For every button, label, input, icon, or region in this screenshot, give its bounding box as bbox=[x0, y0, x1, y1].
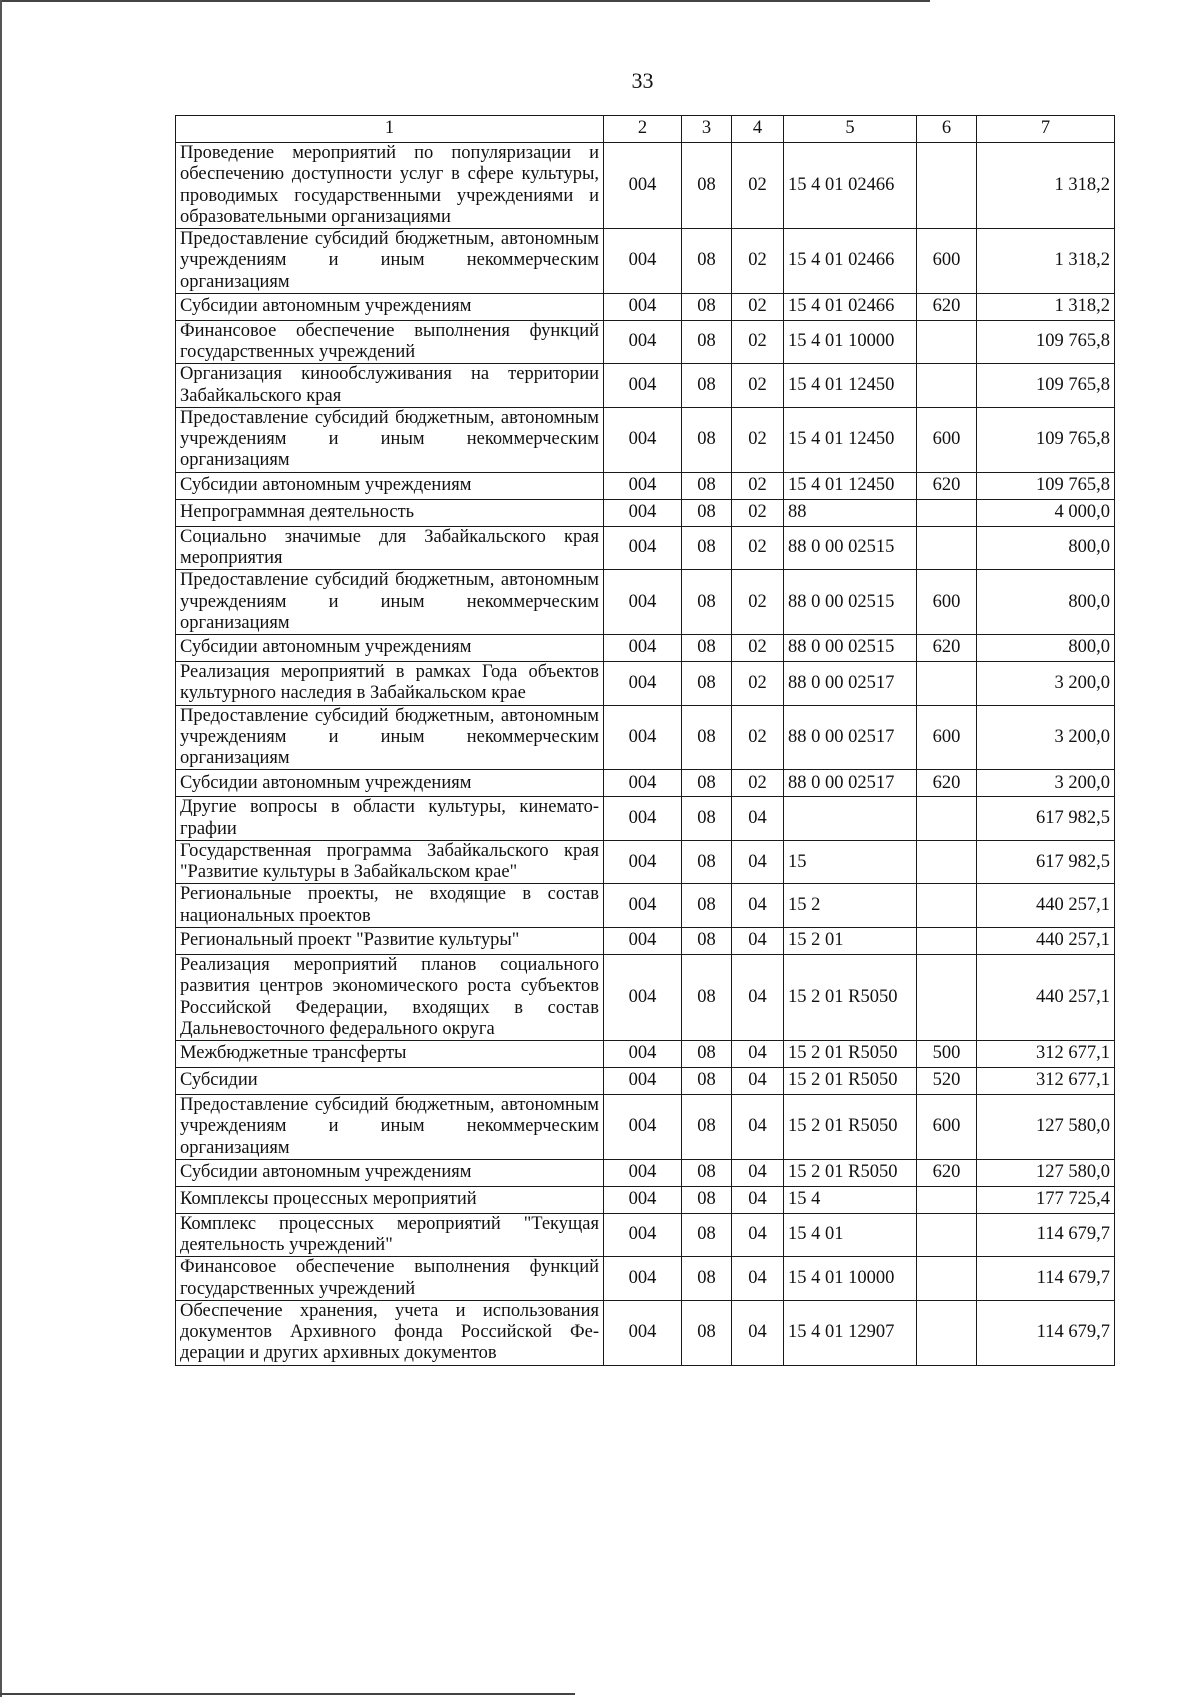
row-expense-type-cell: 520 bbox=[917, 1068, 977, 1095]
row-section-cell: 08 bbox=[682, 1213, 732, 1257]
row-name-cell: Комплекс процессных мероприятий "Текущая деятельность учреждений" bbox=[176, 1213, 604, 1257]
row-expense-type-cell: 600 bbox=[917, 705, 977, 770]
header-cell-1: 1 bbox=[176, 116, 604, 143]
row-section-cell: 08 bbox=[682, 229, 732, 294]
row-target-cell: 15 4 01 12450 bbox=[784, 407, 917, 472]
row-section-cell: 08 bbox=[682, 143, 732, 229]
table-row bbox=[176, 570, 1115, 635]
row-section-cell: 08 bbox=[682, 1068, 732, 1095]
row-section-cell: 08 bbox=[682, 499, 732, 526]
row-expense-type-cell bbox=[917, 364, 977, 408]
row-subsection-cell: 02 bbox=[732, 570, 784, 635]
row-ministry-cell: 004 bbox=[604, 499, 682, 526]
row-ministry-cell: 004 bbox=[604, 705, 682, 770]
row-target-cell: 15 4 01 10000 bbox=[784, 1257, 917, 1301]
row-subsection-cell: 04 bbox=[732, 840, 784, 884]
row-expense-type-cell bbox=[917, 1213, 977, 1257]
row-name-cell: Проведение мероприятий по популяризации и обеспечению доступности услуг в сфере культуры, проводимых государственными учреждениями и образовательными организациями bbox=[176, 143, 604, 229]
table-row bbox=[176, 1095, 1115, 1160]
row-expense-type-cell: 620 bbox=[917, 770, 977, 797]
row-target-cell: 15 4 01 bbox=[784, 1213, 917, 1257]
table-row bbox=[176, 320, 1115, 364]
row-target-cell: 15 2 01 R5050 bbox=[784, 1041, 917, 1068]
table-row bbox=[176, 499, 1115, 526]
row-ministry-cell: 004 bbox=[604, 635, 682, 662]
row-section-cell: 08 bbox=[682, 705, 732, 770]
row-ministry-cell: 004 bbox=[604, 954, 682, 1040]
header-cell-2: 2 bbox=[604, 116, 682, 143]
row-section-cell: 08 bbox=[682, 1186, 732, 1213]
row-amount-cell: 4 000,0 bbox=[977, 499, 1115, 526]
row-amount-cell: 127 580,0 bbox=[977, 1095, 1115, 1160]
row-ministry-cell: 004 bbox=[604, 1068, 682, 1095]
row-target-cell: 88 0 00 02515 bbox=[784, 526, 917, 570]
row-amount-cell: 312 677,1 bbox=[977, 1041, 1115, 1068]
header-cell-5: 5 bbox=[784, 116, 917, 143]
row-subsection-cell: 02 bbox=[732, 472, 784, 499]
row-name-cell: Региональные проекты, не входящие в состав национальных проектов bbox=[176, 884, 604, 928]
table-row bbox=[176, 1186, 1115, 1213]
row-target-cell: 15 4 01 12450 bbox=[784, 364, 917, 408]
row-target-cell: 15 4 01 12907 bbox=[784, 1300, 917, 1365]
row-target-cell: 15 2 01 R5050 bbox=[784, 954, 917, 1040]
table-row bbox=[176, 1068, 1115, 1095]
row-subsection-cell: 02 bbox=[732, 364, 784, 408]
row-section-cell: 08 bbox=[682, 293, 732, 320]
table-row bbox=[176, 293, 1115, 320]
row-target-cell: 15 4 01 02466 bbox=[784, 293, 917, 320]
row-target-cell: 15 4 01 02466 bbox=[784, 143, 917, 229]
row-ministry-cell: 004 bbox=[604, 229, 682, 294]
header-cell-4: 4 bbox=[732, 116, 784, 143]
row-amount-cell: 440 257,1 bbox=[977, 927, 1115, 954]
row-name-cell: Субсидии автономным учреждениям bbox=[176, 472, 604, 499]
row-name-cell: Комплексы процессных мероприятий bbox=[176, 1186, 604, 1213]
row-ministry-cell: 004 bbox=[604, 570, 682, 635]
row-section-cell: 08 bbox=[682, 797, 732, 841]
header-row bbox=[176, 116, 1115, 143]
table-row bbox=[176, 770, 1115, 797]
row-expense-type-cell: 620 bbox=[917, 472, 977, 499]
row-name-cell: Непрограммная деятельность bbox=[176, 499, 604, 526]
row-target-cell: 15 2 01 bbox=[784, 927, 917, 954]
row-expense-type-cell: 600 bbox=[917, 229, 977, 294]
row-name-cell: Региональный проект "Развитие культуры" bbox=[176, 927, 604, 954]
row-amount-cell: 3 200,0 bbox=[977, 662, 1115, 706]
table-row bbox=[176, 472, 1115, 499]
row-subsection-cell: 02 bbox=[732, 526, 784, 570]
row-name-cell: Субсидии bbox=[176, 1068, 604, 1095]
row-expense-type-cell: 620 bbox=[917, 293, 977, 320]
row-amount-cell: 114 679,7 bbox=[977, 1213, 1115, 1257]
row-section-cell: 08 bbox=[682, 662, 732, 706]
row-ministry-cell: 004 bbox=[604, 320, 682, 364]
row-expense-type-cell: 620 bbox=[917, 1159, 977, 1186]
row-name-cell: Межбюджетные трансферты bbox=[176, 1041, 604, 1068]
row-ministry-cell: 004 bbox=[604, 840, 682, 884]
table-row bbox=[176, 884, 1115, 928]
row-name-cell: Предоставление субсидий бюджетным, автономным учреждениям и иным некоммерческим организациям bbox=[176, 407, 604, 472]
table-row bbox=[176, 1159, 1115, 1186]
row-amount-cell: 109 765,8 bbox=[977, 472, 1115, 499]
scan-edge-left bbox=[0, 0, 2, 1697]
row-subsection-cell: 02 bbox=[732, 499, 784, 526]
row-amount-cell: 3 200,0 bbox=[977, 705, 1115, 770]
row-ministry-cell: 004 bbox=[604, 884, 682, 928]
row-subsection-cell: 02 bbox=[732, 320, 784, 364]
row-target-cell: 15 4 01 10000 bbox=[784, 320, 917, 364]
row-name-cell: Социально значимые для Забайкальского края мероприятия bbox=[176, 526, 604, 570]
row-ministry-cell: 004 bbox=[604, 1213, 682, 1257]
row-target-cell: 15 2 01 R5050 bbox=[784, 1159, 917, 1186]
row-expense-type-cell bbox=[917, 797, 977, 841]
scan-edge-bottom bbox=[0, 1693, 575, 1695]
row-amount-cell: 800,0 bbox=[977, 635, 1115, 662]
row-section-cell: 08 bbox=[682, 770, 732, 797]
row-expense-type-cell bbox=[917, 840, 977, 884]
budget-table bbox=[175, 115, 1115, 1366]
table-row bbox=[176, 927, 1115, 954]
row-section-cell: 08 bbox=[682, 1159, 732, 1186]
page-number: 33 bbox=[631, 68, 654, 93]
row-name-cell: Государственная программа Забайкальского края "Развитие культуры в Забайкальском крае" bbox=[176, 840, 604, 884]
row-ministry-cell: 004 bbox=[604, 662, 682, 706]
row-target-cell: 15 4 01 02466 bbox=[784, 229, 917, 294]
row-target-cell: 15 bbox=[784, 840, 917, 884]
table-row bbox=[176, 1257, 1115, 1301]
row-subsection-cell: 04 bbox=[732, 1159, 784, 1186]
row-ministry-cell: 004 bbox=[604, 472, 682, 499]
row-subsection-cell: 04 bbox=[732, 797, 784, 841]
table-row bbox=[176, 229, 1115, 294]
row-subsection-cell: 04 bbox=[732, 1041, 784, 1068]
row-expense-type-cell bbox=[917, 499, 977, 526]
row-target-cell: 88 0 00 02515 bbox=[784, 635, 917, 662]
row-name-cell: Предоставление субсидий бюджетным, автономным учреждениям и иным некоммерческим организациям bbox=[176, 1095, 604, 1160]
row-target-cell: 15 2 bbox=[784, 884, 917, 928]
row-amount-cell: 114 679,7 bbox=[977, 1257, 1115, 1301]
row-subsection-cell: 04 bbox=[732, 927, 784, 954]
row-amount-cell: 800,0 bbox=[977, 526, 1115, 570]
row-target-cell bbox=[784, 797, 917, 841]
row-amount-cell: 114 679,7 bbox=[977, 1300, 1115, 1365]
row-expense-type-cell bbox=[917, 143, 977, 229]
row-target-cell: 88 0 00 02517 bbox=[784, 662, 917, 706]
row-section-cell: 08 bbox=[682, 1300, 732, 1365]
row-ministry-cell: 004 bbox=[604, 407, 682, 472]
row-subsection-cell: 02 bbox=[732, 229, 784, 294]
row-ministry-cell: 004 bbox=[604, 797, 682, 841]
row-expense-type-cell: 500 bbox=[917, 1041, 977, 1068]
row-expense-type-cell bbox=[917, 1186, 977, 1213]
row-name-cell: Реализация мероприятий в рамках Года объектов культурного наследия в Забайкальском крае bbox=[176, 662, 604, 706]
row-ministry-cell: 004 bbox=[604, 364, 682, 408]
row-subsection-cell: 04 bbox=[732, 1186, 784, 1213]
table-row bbox=[176, 797, 1115, 841]
row-target-cell: 15 2 01 R5050 bbox=[784, 1095, 917, 1160]
table-row bbox=[176, 143, 1115, 229]
row-amount-cell: 3 200,0 bbox=[977, 770, 1115, 797]
row-section-cell: 08 bbox=[682, 635, 732, 662]
row-expense-type-cell: 620 bbox=[917, 635, 977, 662]
row-name-cell: Субсидии автономным учреждениям bbox=[176, 293, 604, 320]
row-section-cell: 08 bbox=[682, 954, 732, 1040]
row-ministry-cell: 004 bbox=[604, 526, 682, 570]
row-name-cell: Субсидии автономным учреждениям bbox=[176, 635, 604, 662]
row-subsection-cell: 02 bbox=[732, 407, 784, 472]
row-section-cell: 08 bbox=[682, 1257, 732, 1301]
row-amount-cell: 177 725,4 bbox=[977, 1186, 1115, 1213]
table-row bbox=[176, 635, 1115, 662]
table-row bbox=[176, 705, 1115, 770]
row-name-cell: Обеспечение хранения, учета и использования документов Архивного фонда Российской Федерации и других архивных документов bbox=[176, 1300, 604, 1365]
row-amount-cell: 312 677,1 bbox=[977, 1068, 1115, 1095]
table-row bbox=[176, 526, 1115, 570]
scan-edge-top bbox=[0, 0, 930, 2]
row-subsection-cell: 04 bbox=[732, 1095, 784, 1160]
row-name-cell: Организация кинообслуживания на территории Забайкальского края bbox=[176, 364, 604, 408]
table-row bbox=[176, 364, 1115, 408]
row-section-cell: 08 bbox=[682, 1095, 732, 1160]
row-name-cell: Другие вопросы в области культуры, кинематографии bbox=[176, 797, 604, 841]
row-expense-type-cell: 600 bbox=[917, 570, 977, 635]
row-amount-cell: 800,0 bbox=[977, 570, 1115, 635]
row-section-cell: 08 bbox=[682, 407, 732, 472]
row-section-cell: 08 bbox=[682, 884, 732, 928]
row-amount-cell: 109 765,8 bbox=[977, 364, 1115, 408]
row-subsection-cell: 02 bbox=[732, 662, 784, 706]
row-subsection-cell: 04 bbox=[732, 1300, 784, 1365]
row-target-cell: 88 bbox=[784, 499, 917, 526]
table-row bbox=[176, 954, 1115, 1040]
row-subsection-cell: 04 bbox=[732, 1213, 784, 1257]
row-amount-cell: 127 580,0 bbox=[977, 1159, 1115, 1186]
row-target-cell: 15 4 bbox=[784, 1186, 917, 1213]
row-subsection-cell: 02 bbox=[732, 293, 784, 320]
row-amount-cell: 109 765,8 bbox=[977, 407, 1115, 472]
row-amount-cell: 617 982,5 bbox=[977, 840, 1115, 884]
table-row bbox=[176, 662, 1115, 706]
row-amount-cell: 617 982,5 bbox=[977, 797, 1115, 841]
row-target-cell: 88 0 00 02515 bbox=[784, 570, 917, 635]
row-subsection-cell: 04 bbox=[732, 954, 784, 1040]
row-target-cell: 15 2 01 R5050 bbox=[784, 1068, 917, 1095]
row-expense-type-cell bbox=[917, 954, 977, 1040]
row-amount-cell: 440 257,1 bbox=[977, 884, 1115, 928]
row-subsection-cell: 04 bbox=[732, 1068, 784, 1095]
row-ministry-cell: 004 bbox=[604, 1159, 682, 1186]
table-row bbox=[176, 407, 1115, 472]
row-target-cell: 88 0 00 02517 bbox=[784, 770, 917, 797]
row-section-cell: 08 bbox=[682, 840, 732, 884]
row-amount-cell: 1 318,2 bbox=[977, 229, 1115, 294]
row-expense-type-cell bbox=[917, 927, 977, 954]
header-cell-7: 7 bbox=[977, 116, 1115, 143]
row-expense-type-cell: 600 bbox=[917, 1095, 977, 1160]
row-ministry-cell: 004 bbox=[604, 1186, 682, 1213]
row-name-cell: Предоставление субсидий бюджетным, автономным учреждениям и иным некоммерческим организациям bbox=[176, 570, 604, 635]
table-row bbox=[176, 840, 1115, 884]
row-expense-type-cell bbox=[917, 1300, 977, 1365]
row-section-cell: 08 bbox=[682, 320, 732, 364]
row-name-cell: Субсидии автономным учреждениям bbox=[176, 770, 604, 797]
row-name-cell: Предоставление субсидий бюджетным, автономным учреждениям и иным некоммерческим организациям bbox=[176, 229, 604, 294]
row-expense-type-cell bbox=[917, 662, 977, 706]
row-ministry-cell: 004 bbox=[604, 1041, 682, 1068]
row-name-cell: Финансовое обеспечение выполнения функций государственных учреждений bbox=[176, 320, 604, 364]
row-section-cell: 08 bbox=[682, 927, 732, 954]
header-cell-3: 3 bbox=[682, 116, 732, 143]
table-body bbox=[176, 143, 1115, 1366]
row-expense-type-cell: 600 bbox=[917, 407, 977, 472]
row-expense-type-cell bbox=[917, 1257, 977, 1301]
row-section-cell: 08 bbox=[682, 1041, 732, 1068]
table-row bbox=[176, 1041, 1115, 1068]
row-ministry-cell: 004 bbox=[604, 927, 682, 954]
row-subsection-cell: 04 bbox=[732, 1257, 784, 1301]
row-amount-cell: 1 318,2 bbox=[977, 143, 1115, 229]
row-section-cell: 08 bbox=[682, 472, 732, 499]
row-subsection-cell: 02 bbox=[732, 143, 784, 229]
row-ministry-cell: 004 bbox=[604, 1095, 682, 1160]
row-ministry-cell: 004 bbox=[604, 143, 682, 229]
row-expense-type-cell bbox=[917, 526, 977, 570]
row-ministry-cell: 004 bbox=[604, 770, 682, 797]
row-name-cell: Субсидии автономным учреждениям bbox=[176, 1159, 604, 1186]
row-subsection-cell: 02 bbox=[732, 635, 784, 662]
row-name-cell: Реализация мероприятий планов социального развития центров экономического роста субъектов Российской Федерации, входящих в состав Дальневосточного федерального округа bbox=[176, 954, 604, 1040]
header-cell-6: 6 bbox=[917, 116, 977, 143]
row-section-cell: 08 bbox=[682, 364, 732, 408]
row-name-cell: Предоставление субсидий бюджетным, автономным учреждениям и иным некоммерческим организациям bbox=[176, 705, 604, 770]
table-row bbox=[176, 1213, 1115, 1257]
row-section-cell: 08 bbox=[682, 570, 732, 635]
row-ministry-cell: 004 bbox=[604, 1257, 682, 1301]
row-ministry-cell: 004 bbox=[604, 1300, 682, 1365]
row-subsection-cell: 02 bbox=[732, 770, 784, 797]
row-section-cell: 08 bbox=[682, 526, 732, 570]
row-target-cell: 15 4 01 12450 bbox=[784, 472, 917, 499]
row-amount-cell: 109 765,8 bbox=[977, 320, 1115, 364]
row-subsection-cell: 04 bbox=[732, 884, 784, 928]
row-expense-type-cell bbox=[917, 884, 977, 928]
row-amount-cell: 440 257,1 bbox=[977, 954, 1115, 1040]
row-subsection-cell: 02 bbox=[732, 705, 784, 770]
row-amount-cell: 1 318,2 bbox=[977, 293, 1115, 320]
row-expense-type-cell bbox=[917, 320, 977, 364]
row-name-cell: Финансовое обеспечение выполнения функций государственных учреждений bbox=[176, 1257, 604, 1301]
row-ministry-cell: 004 bbox=[604, 293, 682, 320]
row-target-cell: 88 0 00 02517 bbox=[784, 705, 917, 770]
table-row bbox=[176, 1300, 1115, 1365]
